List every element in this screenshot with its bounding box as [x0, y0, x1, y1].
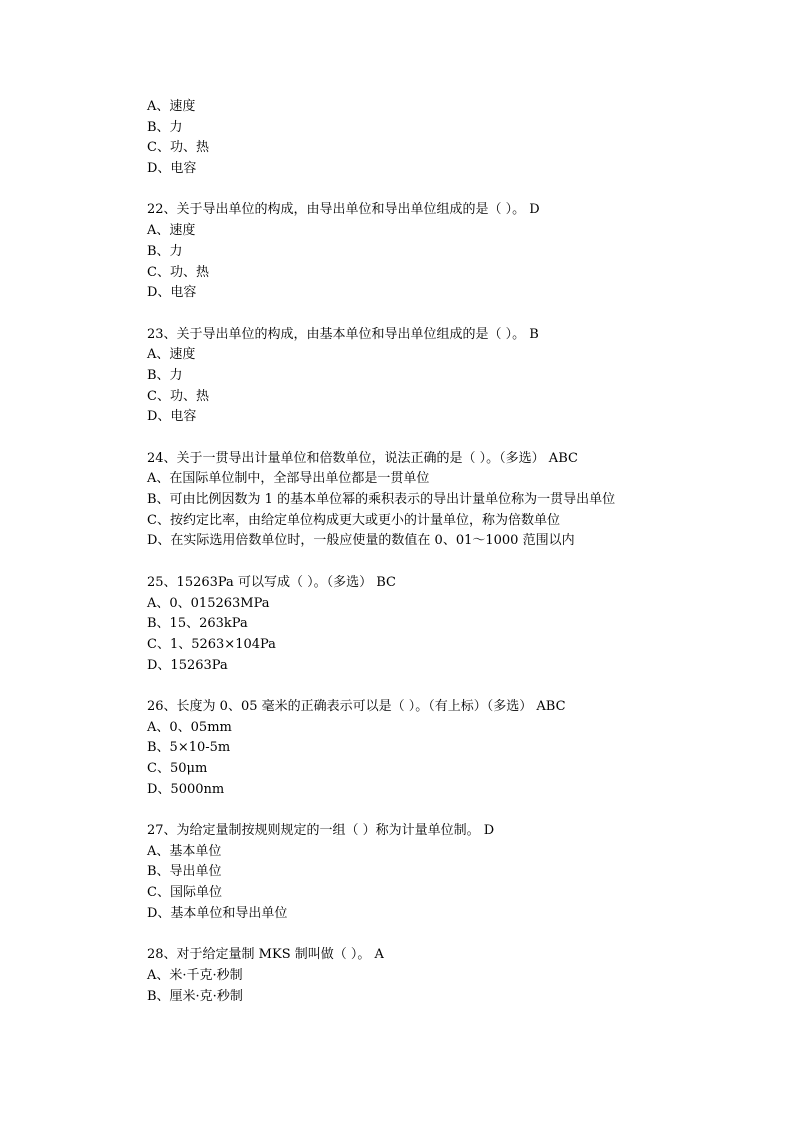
- option-a: A、速度: [147, 347, 196, 363]
- spacer: [147, 552, 615, 573]
- option-a: A、在国际单位制中，全部导出单位都是一贯单位: [147, 471, 430, 487]
- option-d: D、电容: [147, 409, 197, 425]
- question-stem: 27、为给定量制按规则规定的一组（ ）称为计量单位制。 D: [147, 823, 495, 839]
- option-a: A、0、05mm: [147, 719, 232, 735]
- option-b: B、15、263kPa: [147, 616, 248, 632]
- option-c: C、功、热: [147, 264, 209, 280]
- option-d: D、5000nm: [147, 781, 225, 797]
- option-c: C、功、热: [147, 140, 209, 156]
- option-c: C、国际单位: [147, 885, 222, 901]
- option-c: C、功、热: [147, 388, 209, 404]
- spacer: [147, 180, 615, 201]
- option-d: D、基本单位和导出单位: [147, 905, 288, 921]
- option-b: B、导出单位: [147, 864, 222, 880]
- option-d: D、15263Pa: [147, 657, 228, 673]
- option-a: A、米·千克·秒制: [147, 967, 243, 983]
- option-b: B、可由比例因数为 1 的基本单位幂的乘积表示的导出计量单位称为一贯导出单位: [147, 492, 616, 508]
- spacer: [147, 428, 615, 449]
- spacer: [147, 925, 615, 946]
- option-a: A、0、015263MPa: [147, 595, 270, 611]
- option-b: B、力: [147, 119, 183, 135]
- question-list: [147, 97, 615, 1007]
- option-c: C、按约定比率，由给定单位构成更大或更小的计量单位，称为倍数单位: [147, 512, 560, 528]
- question-stem: 24、关于一贯导出计量单位和倍数单位，说法正确的是（ ）。（多选） ABC: [147, 450, 578, 466]
- option-c: C、50μm: [147, 761, 208, 776]
- option-d: D、电容: [147, 285, 197, 301]
- option-a: A、基本单位: [147, 843, 222, 859]
- question-stem: 23、关于导出单位的构成，由基本单位和导出单位组成的是（ ）。 B: [147, 326, 539, 342]
- question-stem: 26、长度为 0、05 毫米的正确表示可以是（ ）。（有上标）（多选） ABC: [147, 698, 566, 714]
- option-b: B、力: [147, 367, 183, 383]
- option-a: A、速度: [147, 99, 196, 114]
- spacer: [147, 304, 615, 325]
- spacer: [147, 676, 615, 697]
- option-b: B、力: [147, 243, 183, 259]
- option-c: C、1、5263×104Pa: [147, 636, 276, 652]
- option-d: D、电容: [147, 161, 197, 177]
- option-d: D、在实际选用倍数单位时，一般应使量的数值在 0、01～1000 范围以内: [147, 533, 575, 549]
- spacer: [147, 800, 615, 821]
- option-b: B、厘米·克·秒制: [147, 988, 243, 1004]
- question-stem: 25、15263Pa 可以写成（ ）。（多选） BC: [147, 574, 396, 590]
- option-a: A、速度: [147, 223, 196, 239]
- question-stem: 22、关于导出单位的构成，由导出单位和导出单位组成的是（ ）。 D: [147, 202, 540, 218]
- option-b: B、5×10-5m: [147, 740, 231, 756]
- question-stem: 28、对于给定量制 MKS 制叫做（ ）。 A: [147, 947, 384, 963]
